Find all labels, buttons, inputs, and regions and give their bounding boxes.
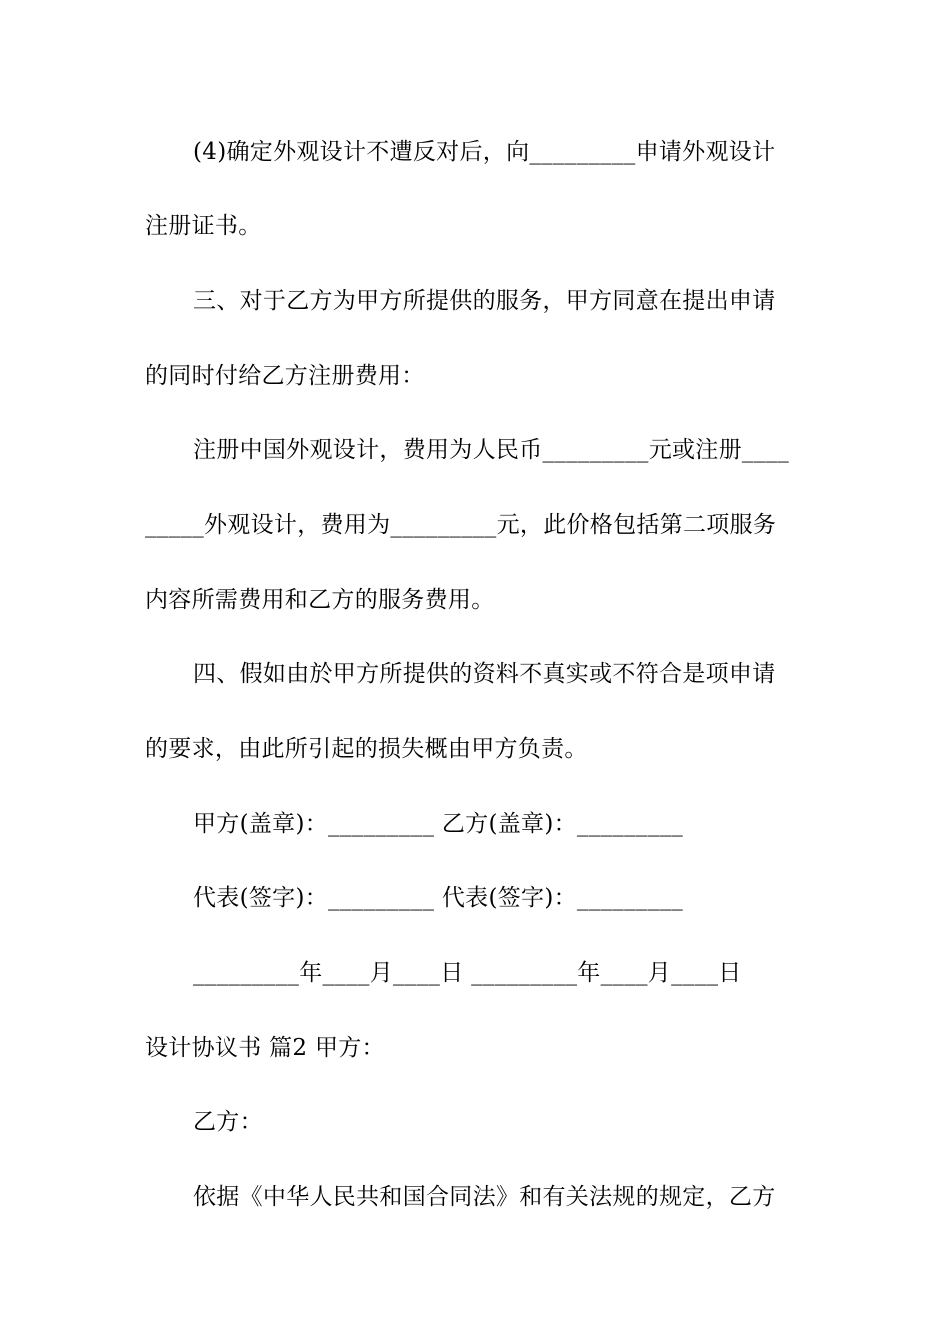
- paragraph-line: 的要求，由此所引起的损失概由甲方负责。: [145, 736, 588, 762]
- party-b-label: 乙方：: [193, 1109, 263, 1135]
- paragraph-line: _____外观设计，费用为_________元，此价格包括第二项服务: [145, 512, 777, 538]
- paragraph-line: 注册中国外观设计，费用为人民币_________元或注册____: [193, 437, 790, 463]
- paragraph-line: 内容所需费用和乙方的服务费用。: [145, 587, 495, 613]
- paragraph-line: (4)确定外观设计不遭反对后，向_________申请外观设计: [193, 139, 776, 165]
- paragraph-line: 四、假如由於甲方所提供的资料不真实或不符合是项申请: [193, 661, 776, 687]
- paragraph-line: 的同时付给乙方注册费用：: [145, 363, 425, 389]
- signature-line-seal: 甲方(盖章)：_________ 乙方(盖章)：_________: [193, 811, 684, 837]
- paragraph-line: 三、对于乙方为甲方所提供的服务，甲方同意在提出申请: [193, 288, 776, 314]
- paragraph-line: 注册证书。: [145, 213, 262, 239]
- section-heading: 设计协议书 篇2 甲方：: [145, 1035, 385, 1061]
- signature-line-representative: 代表(签字)：_________ 代表(签字)：_________: [193, 885, 684, 911]
- paragraph-line: 依据《中华人民共和国合同法》和有关法规的规定，乙方: [193, 1184, 776, 1210]
- date-line: _________年____月____日 _________年____月____日: [193, 960, 742, 986]
